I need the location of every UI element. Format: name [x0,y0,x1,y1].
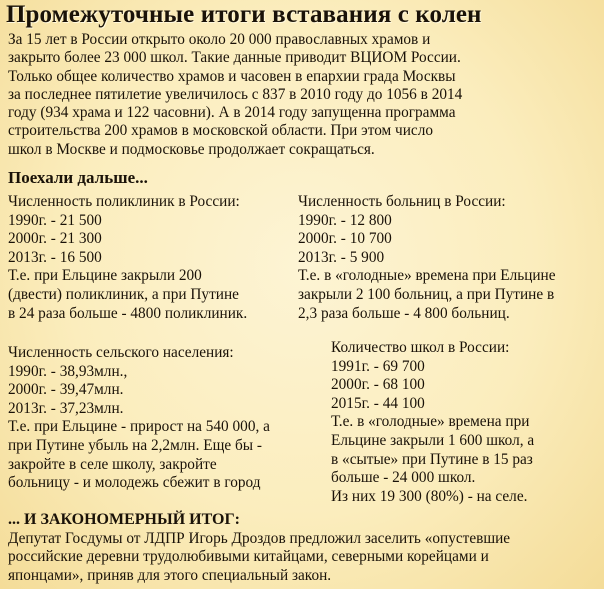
polyclinics-row: 1990г. - 21 500 [8,211,102,229]
intro-line: году (934 храма и 122 часовни). А в 2014 году запущенна программа [8,104,456,122]
hospitals-row: 2013г. - 5 900 [298,248,385,266]
page-title: Промежуточные итоги вставания с колен [6,1,482,28]
rural-note: больницу - и молодежь сбежит в город [8,474,261,492]
rural-block [8,344,270,493]
rural-header: Численность сельского населения: [8,344,234,361]
polyclinics-header: Численность поликлиник в России: [8,193,240,210]
hospitals-header: Численность больниц в России: [298,193,506,210]
rural-row: 1990г. - 38,93млн., [8,362,128,380]
rural-note: при Путине убыль на 2,2млн. Еще бы - [8,436,262,454]
polyclinics-block [8,193,247,323]
schools-note: больше - 24 000 школ. [331,469,476,487]
intro-line: школ в Москве и подмосковье продолжает сокращаться. [8,140,375,158]
rural-note: Т.е. при Ельцине - прирост на 540 000, а [8,418,270,436]
intro-line: закрыто более 23 000 школ. Такие данные приводит ВЦИОМ России. [8,49,461,67]
polyclinics-row: 2000г. - 21 300 [8,230,102,248]
intro-line: За 15 лет в России открыто около 20 000 православных храмов и [8,31,431,48]
hospitals-row: 2000г. - 10 700 [298,230,392,248]
rural-row: 2013г. - 37,23млн. [8,399,124,417]
intro-paragraph [8,31,462,159]
polyclinics-note: Т.е. при Ельцине закрыли 200 [8,267,202,285]
hospitals-row: 1990г. - 12 800 [298,211,392,229]
conclusion-line: Депутат Госдумы от ЛДПР Игорь Дроздов предложил заселить «опустевшие [8,530,511,547]
schools-note: в «сытые» при Путине в 15 раз [331,450,533,468]
polyclinics-note: (двести) поликлиник, а при Путине [8,285,239,303]
intro-line: строительства 200 храмов в московской области. При этом число [8,122,434,140]
polyclinics-note: в 24 раза больше - 4800 поликлиник. [8,304,248,322]
section-heading: Поехали дальше... [8,168,148,187]
intro-line: за последнее пятилетие увеличилось с 837 в 2010 году до 1056 в 2014 [8,85,463,103]
hospitals-note: 2,3 раза больше - 4 800 больниц. [298,304,510,322]
schools-row: 2000г. - 68 100 [331,376,425,394]
polyclinics-row: 2013г. - 16 500 [8,248,102,266]
schools-block [331,339,534,506]
hospitals-block [298,193,556,323]
intro-line: Только общее количество храмов и часовен в епархии града Москвы [8,67,456,85]
hospitals-note: Т.е. в «голодные» времена при Ельцине [298,267,556,285]
schools-row: 1991г. - 69 700 [331,357,425,375]
conclusion-heading: ... И ЗАКОНОМЕРНЫЙ ИТОГ: [8,511,240,528]
schools-note: Ельцине закрыли 1 600 школ, а [331,431,535,449]
schools-row: 2015г. - 44 100 [331,394,425,412]
schools-note: Т.е. в «голодные» времена при [331,413,530,431]
hospitals-note: закрыли 2 100 больниц, а при Путине в [298,285,555,303]
conclusion-line: японцами», приняв для этого специальный закон. [8,566,332,584]
schools-note: Из них 19 300 (80%) - на селе. [331,487,528,505]
conclusion-line: российские деревни трудолюбивыми китайцами, северными корейцами и [8,548,489,566]
conclusion-paragraph [8,530,510,585]
schools-header: Количество школ в России: [331,339,510,356]
rural-note: закройте в селе школу, закройте [8,455,217,473]
rural-row: 2000г. - 39,47млн. [8,381,124,399]
